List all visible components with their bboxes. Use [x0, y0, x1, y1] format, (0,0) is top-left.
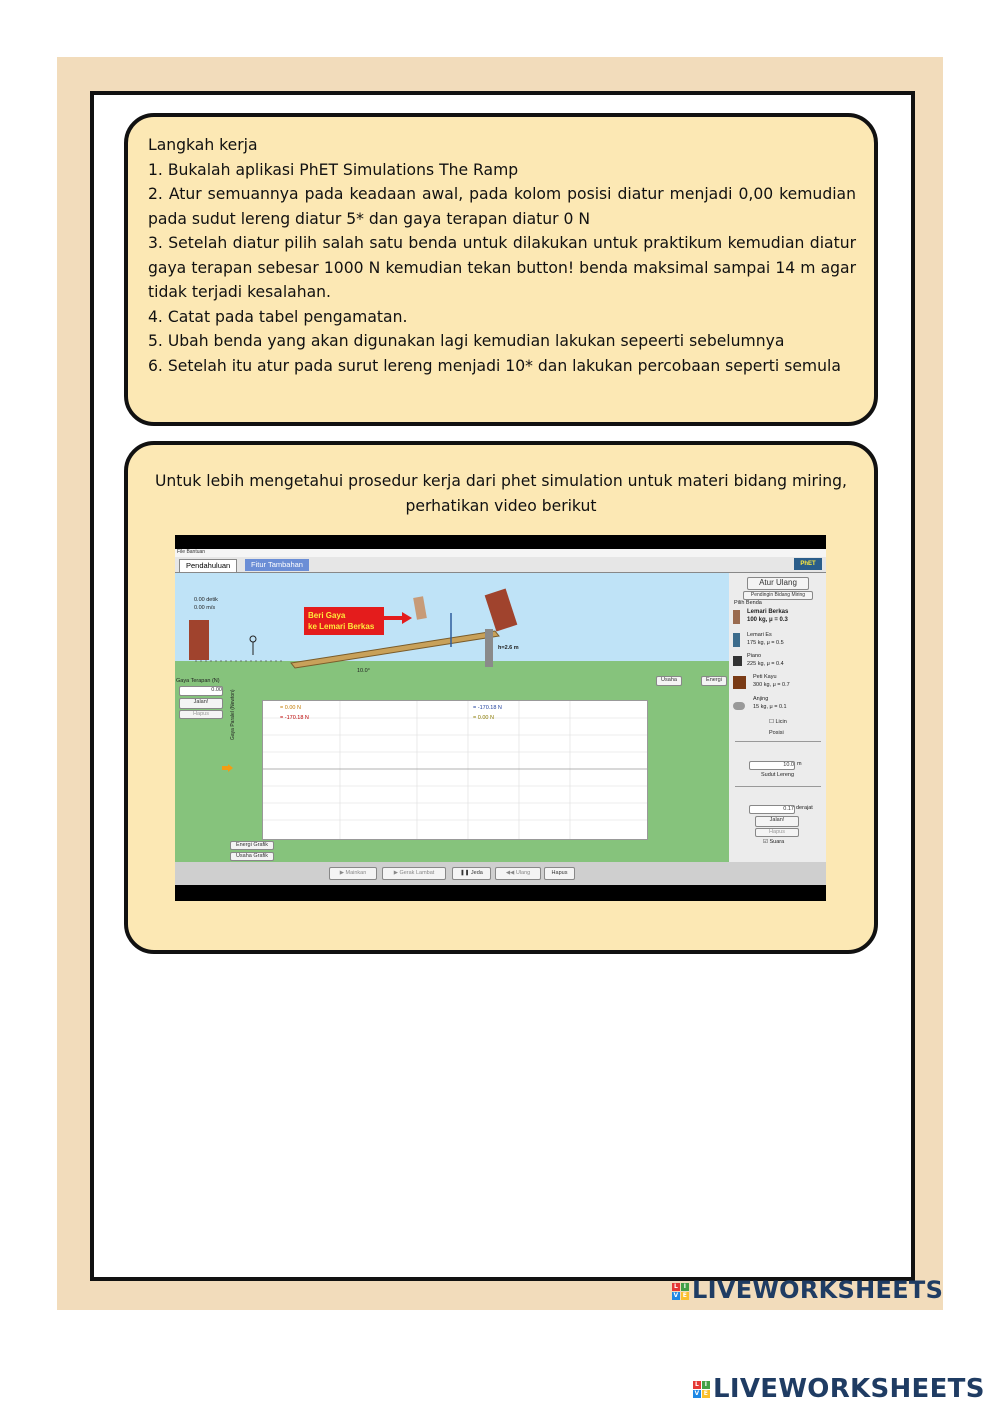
replay-label: Ulang	[515, 870, 531, 876]
applied-force-value: 0.00	[211, 687, 222, 693]
pause-label: Jeda	[470, 870, 483, 876]
steps-title: Langkah kerja	[148, 136, 258, 154]
object-info: 100 kg, μ = 0.3	[747, 617, 788, 623]
icon-letter: E	[682, 1291, 688, 1299]
position-value: 10.0	[783, 762, 794, 768]
object-name: Piano	[747, 653, 762, 659]
fridge-icon	[733, 633, 740, 647]
f-terapan-label: = 0.00 N	[280, 705, 301, 711]
licin-checkbox[interactable]: ☐ Licin	[769, 719, 787, 725]
ramp-support	[485, 629, 493, 667]
icon-letter: I	[702, 1381, 710, 1389]
clear-button-left-label: Hapus	[193, 711, 209, 717]
liveworksheets-logo-bottom	[693, 1374, 985, 1404]
playback-bar	[175, 862, 826, 885]
brick-wall-left	[189, 620, 209, 660]
brick-wall-right	[485, 589, 518, 632]
force-graph	[262, 700, 648, 840]
angle-input[interactable]	[749, 805, 795, 814]
cabinet-icon	[733, 610, 740, 624]
steps-text	[148, 133, 856, 378]
liveworksheets-logo-top	[672, 1276, 943, 1304]
ramp-scene	[175, 573, 729, 673]
tab-pendahuluan[interactable]: Pendahuluan	[179, 559, 237, 572]
preset-button[interactable]: Pendingin Bidang Miring	[743, 591, 813, 600]
object-info: 175 kg, μ = 0.5	[747, 640, 784, 646]
angle-slider[interactable]	[735, 786, 821, 787]
object-option[interactable]	[733, 653, 821, 671]
object-info: 225 kg, μ = 0.4	[747, 661, 784, 667]
callout-text: Beri Gaya ke Lemari Berkas	[308, 611, 375, 631]
dog-icon	[733, 702, 745, 710]
applied-force-label: Gaya Terapan (N)	[176, 678, 220, 684]
liveworksheets-text: LIVEWORKSHEETS	[713, 1374, 985, 1404]
liveworksheets-text: LIVEWORKSHEETS	[692, 1276, 944, 1304]
sim-menu-text: File Bantuan	[177, 549, 206, 555]
energy-graph-button[interactable]: Energi Grafik	[230, 841, 274, 850]
slow-motion-label: Gerak Lambat	[399, 870, 435, 876]
go-button-label: Jalan!	[193, 699, 209, 705]
step-item: 4. Catat pada tabel pengamatan.	[148, 307, 408, 326]
icon-letter: V	[694, 1390, 700, 1397]
liveworksheets-icon	[672, 1283, 689, 1300]
step-item: 1. Bukalah aplikasi PhET Simulations The Ramp	[148, 160, 519, 179]
object-name: Lemari Es	[747, 632, 772, 638]
angle-value: 0.17	[783, 806, 794, 812]
go-button-right-label: Jalan!	[769, 817, 785, 823]
tab-fitur-tambahan[interactable]: Fitur Tambahan	[245, 559, 309, 571]
object-option[interactable]	[733, 696, 821, 714]
sim-tabs	[175, 557, 826, 573]
usaha-button[interactable]: Usaha	[656, 676, 682, 686]
icon-letter: L	[673, 1282, 679, 1290]
play-label: Mainkan	[345, 870, 367, 876]
crate-icon	[733, 676, 746, 689]
icon-letter: E	[703, 1390, 709, 1397]
object-option[interactable]	[733, 674, 821, 692]
object-info: 300 kg, μ = 0.7	[753, 682, 790, 688]
f-dinding-label: = 0.00 N	[473, 715, 494, 721]
icon-letter: I	[681, 1283, 689, 1291]
object-option[interactable]	[733, 609, 821, 627]
apply-force-callout	[304, 607, 384, 635]
ramp	[291, 631, 499, 668]
piano-icon	[733, 656, 742, 666]
phet-logo: PhET	[794, 558, 822, 570]
object-option[interactable]	[733, 632, 821, 650]
slow-motion-button[interactable]: ▶ Gerak Lambat	[382, 867, 446, 880]
clear-button-right[interactable]	[755, 828, 799, 837]
arrow-right-icon	[384, 611, 414, 625]
icon-letter: L	[694, 1381, 700, 1388]
go-button[interactable]	[179, 698, 223, 709]
play-button[interactable]: ▶ Mainkan	[329, 867, 377, 880]
object-name: Peti Kayu	[753, 674, 777, 680]
time-readout: 0.00 detik	[194, 597, 218, 603]
force-graph-grid	[263, 701, 647, 839]
liveworksheets-icon	[693, 1381, 710, 1398]
clear-button-right-label: Hapus	[769, 829, 785, 835]
arrow-marker-icon	[222, 764, 234, 772]
step-item: 5. Ubah benda yang akan digunakan lagi kemudian lakukan sepeerti sebelumnya	[148, 332, 785, 350]
position-slider[interactable]	[735, 741, 821, 742]
f-gravitasi-label: = -170.18 N	[473, 705, 502, 711]
height-label: h=2.6 m	[498, 645, 519, 651]
clear-button-left[interactable]	[179, 710, 223, 719]
licin-label: Licin	[775, 719, 787, 725]
speed-readout: 0.00 m/s	[194, 605, 216, 611]
pick-object-label: Pilih Benda	[734, 600, 762, 606]
phet-video[interactable]	[175, 535, 826, 901]
icon-letter: V	[673, 1291, 679, 1299]
angle-label: 10.0°	[357, 668, 370, 674]
object-name: Anjing	[753, 696, 769, 702]
replay-button[interactable]: ◀◀ Ulang	[495, 867, 541, 880]
angle-slider-label: Sudut Lereng	[761, 772, 795, 778]
step-item: 6. Setelah itu atur pada surut lereng menjadi 10* dan lakukan percobaan seperti semula	[148, 356, 841, 375]
pause-button[interactable]: ❚❚ Jeda	[452, 867, 491, 880]
video-heading: Untuk lebih mengetahui prosedur kerja dari phet simulation untuk materi bidang miring, perhatikan video berikut	[154, 472, 848, 515]
steps-box	[124, 113, 878, 426]
f-gesekan-label: = -170.18 N	[280, 715, 309, 721]
filing-cabinet	[413, 596, 427, 619]
axis-label: Gaya Paralel (Newton)	[230, 689, 236, 740]
sound-label: Suara	[769, 839, 785, 845]
sim-right-panel	[729, 573, 826, 862]
object-name: Lemari Berkas	[747, 609, 789, 615]
person-head	[250, 636, 256, 642]
angle-unit: derajat	[796, 805, 813, 811]
clear-graph-button[interactable]: Hapus	[544, 867, 575, 880]
reset-button[interactable]: Atur Ulang	[747, 577, 809, 590]
position-label: Posisi	[769, 730, 784, 736]
energi-button[interactable]: Energi	[701, 676, 727, 686]
sim-menubar	[175, 549, 826, 557]
step-item: 3. Setelah diatur pilih salah satu benda untuk dilakukan untuk praktikum kemudian diatur gaya terapan sebesar 1000 N kemudian tekan button! benda maksimal sampai 14 m agar tidak terjadi kesalahan.	[148, 234, 856, 301]
position-input[interactable]	[749, 761, 795, 770]
sound-checkbox[interactable]: ☑ Suara	[763, 839, 785, 845]
step-item: 2. Atur semuannya pada keadaan awal, pada kolom posisi diatur menjadi 0,00 kemudian pada sudut lereng diatur 5* dan gaya terapan diatur 0 N	[148, 185, 856, 228]
go-button-right[interactable]	[755, 816, 799, 827]
position-unit: m	[797, 761, 802, 767]
work-graph-button[interactable]: Usaha Grafik	[230, 852, 274, 861]
object-info: 15 kg, μ = 0.1	[753, 704, 787, 710]
applied-force-input[interactable]	[179, 686, 223, 696]
